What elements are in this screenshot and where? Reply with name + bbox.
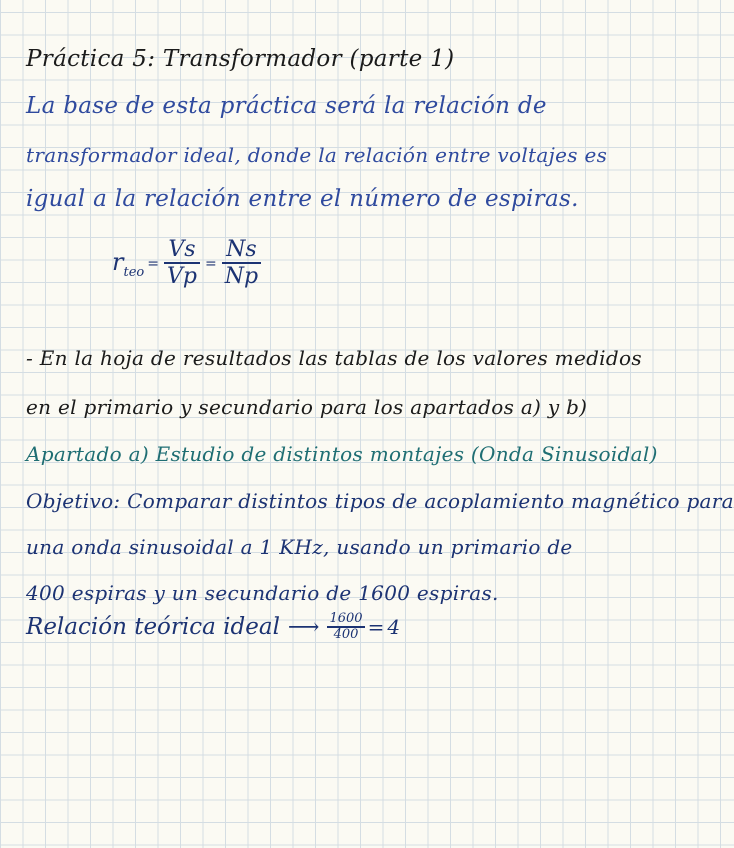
objective-line-3: 400 espiras y un secundario de 1600 espiras.: [26, 581, 499, 605]
voltage-denominator: Vp: [166, 263, 197, 289]
page-title: Práctica 5: Transformador (parte 1): [26, 46, 455, 72]
arrow-right-icon: ⟶: [287, 614, 320, 640]
objective-line-2: una onda sinusoidal a 1 KHz, usando un primario de: [26, 535, 573, 559]
turns-numerator: Ns: [226, 237, 257, 262]
intro-line-3: igual a la relación entre el número de espiras.: [26, 186, 579, 212]
results-line-1: - En la hoja de resultados las tablas de los valores medidos: [26, 346, 642, 370]
formula-lhs: $r_{teo}$: [112, 247, 145, 280]
turns-fraction: [222, 238, 261, 290]
voltage-fraction: [164, 238, 200, 290]
ratio-equals: =: [367, 615, 385, 639]
section-a-heading: Apartado a) Estudio de distintos montajes (Onda Sinusoidal): [26, 442, 658, 466]
transformer-ratio-formula: [112, 238, 263, 290]
formula-lhs-subscript: teo: [123, 264, 145, 280]
intro-line-2: transformador ideal, donde la relación entre voltajes es: [26, 143, 608, 167]
formula-equals-1: =: [147, 255, 159, 272]
intro-line-1: La base de esta práctica será la relación de: [26, 93, 547, 119]
ratio-label: Relación teórica ideal: [26, 614, 280, 640]
ratio-denominator: 400: [333, 626, 359, 642]
voltage-numerator: Vs: [168, 237, 196, 262]
turns-denominator: Np: [224, 263, 259, 289]
ratio-value: 4: [387, 615, 401, 639]
ratio-fraction: [327, 612, 364, 641]
objective-line-1: Objetivo: Comparar distintos tipos de acoplamiento magnético para: [26, 489, 734, 513]
ratio-numerator: 1600: [329, 611, 363, 627]
results-line-2: en el primario y secundario para los apartados a) y b): [26, 395, 588, 419]
theoretical-ratio: [26, 612, 400, 642]
formula-equals-2: =: [204, 255, 217, 272]
